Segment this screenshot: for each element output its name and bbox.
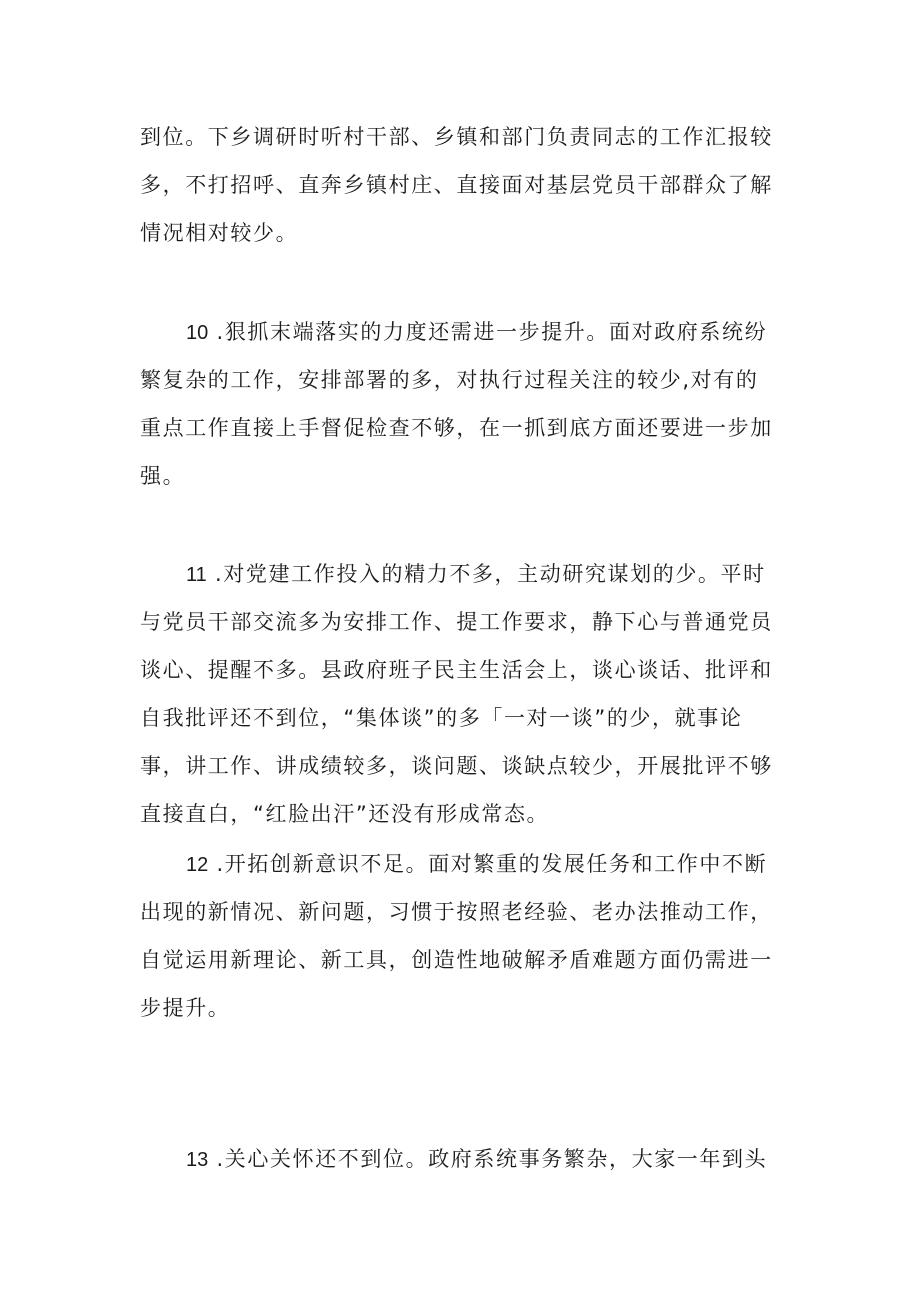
- item-number: 10: [186, 322, 209, 344]
- item-number: 13: [186, 1149, 209, 1171]
- text-line: 与党员干部交流多为安排工作、提工作要求，静下心与普通党员: [140, 610, 773, 634]
- text-line-first: [140, 550, 790, 598]
- paragraph-item-10: [140, 308, 790, 500]
- paragraph-item-13: [140, 1135, 790, 1183]
- text-line: 出现的新情况、新问题，习惯于按照老经验、老办法推动工作，: [140, 900, 773, 924]
- item-heading-text: .对党建工作投入的精力不多，主动研究谋划的少。平时: [206, 562, 766, 586]
- text-line: 直接直白，“红脸出汗”还没有形成常态。: [140, 802, 550, 826]
- text-line: 谈心、提醒不多。县政府班子民主生活会上，谈心谈话、批评和: [140, 658, 773, 682]
- item-heading-text: .关心关怀还不到位。政府系统事务繁杂，大家一年到头: [208, 1147, 768, 1171]
- item-number: 11: [186, 564, 207, 586]
- paragraph-continuation: [140, 113, 790, 257]
- item-heading-text: .狠抓末端落实的力度还需进一步提升。面对政府系统纷: [208, 320, 768, 344]
- text-line-first: [140, 840, 790, 888]
- text-line: 步提升。: [140, 996, 231, 1020]
- text-line-first: [140, 1135, 790, 1183]
- text-line: 事，讲工作、讲成绩较多，谈问题、谈缺点较少，开展批评不够: [140, 754, 773, 778]
- item-heading-text: .开拓创新意识不足。面对繁重的发展任务和工作中不断: [208, 852, 768, 876]
- text-line: 强。: [140, 464, 186, 488]
- text-line: 自觉运用新理论、新工具，创造性地破解矛盾难题方面仍需进一: [140, 948, 773, 972]
- text-line: 到位。下乡调研时听村干部、乡镇和部门负责同志的工作汇报较: [140, 125, 773, 149]
- text-line-first: [140, 308, 790, 356]
- text-line: 重点工作直接上手督促检查不够，在一抓到底方面还要进一步加: [140, 416, 773, 440]
- text-line: 自我批评还不到位，“集体谈”的多「一对一谈”的少，就事论: [140, 706, 743, 730]
- item-number: 12: [186, 854, 209, 876]
- paragraph-item-12: [140, 840, 790, 1032]
- text-line: 情况相对较少。: [140, 221, 299, 245]
- text-line: 多，不打招呼、直奔乡镇村庄、直接面对基层党员干部群众了解: [140, 173, 773, 197]
- paragraph-item-11: [140, 550, 790, 838]
- text-line: 繁复杂的工作，安排部署的多，对执行过程关注的较少,对有的: [140, 368, 759, 392]
